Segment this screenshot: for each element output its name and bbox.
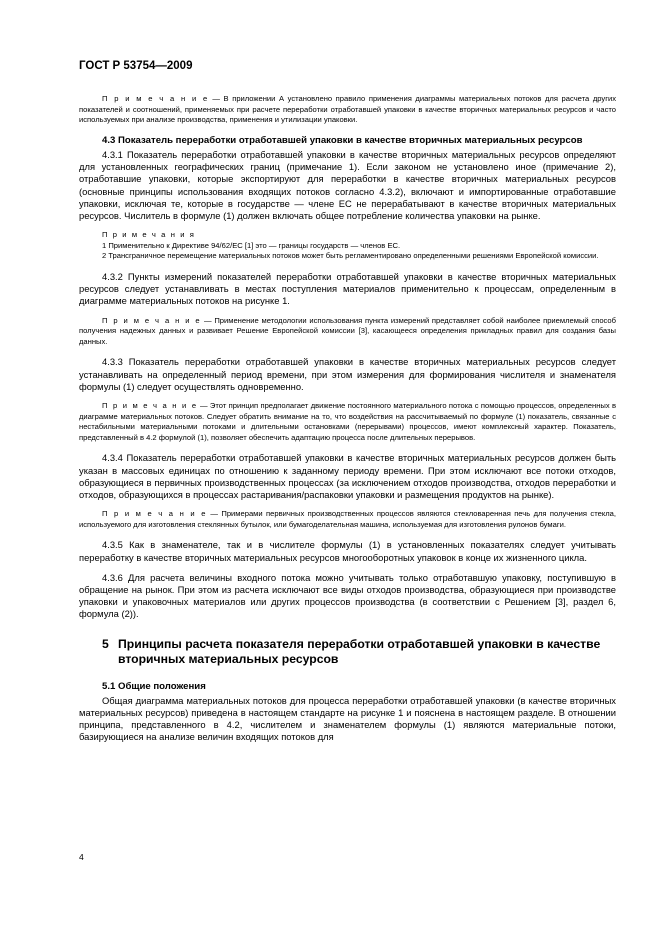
section-number: 5 bbox=[102, 636, 109, 651]
paragraph-5-1: Общая диаграмма материальных потоков для процесса переработки отработавшей упаковки (в качестве вторичных материальных ресурсов) приведена в настоящем стандарте на рисунке 1 и пояснена в настоящем разделе. В отношении принципа, представленного в 4.2, числителем и знаменателем формулы (1) являются материальные потоки, базирующиеся на анализе величин входящих потоков для bbox=[79, 694, 616, 743]
note-appendix-a bbox=[79, 94, 616, 126]
paragraph-4-3-1: 4.3.1 Показатель переработки отработавшей упаковки в качестве вторичных материальных ресурсов определяют для установленных географических границ (примечание 1). Если законом не установлено иное (примечание 2), отработавшие упаковки, которые экспортируют для переработки в качестве вторичных материальных ресурсов (основные принципы использования входящих потоков согласно 4.3.2), включают и импортированные отработавшие упаковки, исключая те, которые в государстве — члене ЕС не перерабатывают в качестве вторичных материальных ресурсов. Числитель в формуле (1) должен включать общее потребление количества упаковки на рынке. bbox=[79, 148, 616, 221]
page-number: 4 bbox=[79, 852, 84, 862]
paragraph-4-3-3: 4.3.3 Показатель переработки отработавшей упаковки в качестве вторичных материальных ресурсов следует устанавливать на определенный период времени, при этом измерения для формирования числителя и знаменателя формулы (1) следует осуществлять одновременно. bbox=[79, 356, 616, 392]
section-4-3-heading: 4.3 Показатель переработки отработавшей упаковки в качестве вторичных материальных ресурсов bbox=[102, 134, 583, 146]
note-1: 1 Применительно к Директиве 94/62/ЕС [1] это — границы государств — членов ЕС. bbox=[102, 240, 401, 250]
section-5-heading bbox=[102, 637, 616, 667]
note-label: П р и м е ч а н и е bbox=[102, 509, 208, 519]
section-title: Принципы расчета показателя переработки отработавшей упаковки в качестве вторичных материальных ресурсов bbox=[118, 636, 601, 666]
note-text: — Примерами первичных производственных процессов являются стекловаренная печь для получения стекла, используемого для изготовления стеклянных бутылок, или бумагоделательная машина, используемая для изготовления рулонов бумаги. bbox=[79, 509, 617, 529]
note-label: П р и м е ч а н и е bbox=[102, 315, 202, 325]
note-text: — В приложении А установлено правило применения диаграммы материальных потоков для расчета других показателей и соотношений, применяемых при расчете переработки отработавшей упаковки в качестве вторичных материальных ресурсов и часто используемых при анализе производства, применения и утилизации упаковки. bbox=[79, 94, 617, 125]
note-label: П р и м е ч а н и е bbox=[102, 400, 198, 410]
document-header: ГОСТ Р 53754—2009 bbox=[79, 60, 193, 72]
document-page bbox=[79, 60, 616, 752]
note-text: — Применение методологии использования пункта измерений представляет собой наиболее приемлемый способ получения надежных данных и развивает Решение Европейской комиссии [3], касающееся определения прикладных правил для создания базы данных. bbox=[79, 315, 616, 346]
notes-title: П р и м е ч а н и я bbox=[102, 230, 196, 240]
paragraph-4-3-2: 4.3.2 Пункты измерений показателей переработки отработавшей упаковки в качестве вторичных материальных ресурсов следует устанавливать в местах поступления материалов применительно к процессам, определенным в диаграмме материальных потоков на рисунке 1. bbox=[79, 270, 616, 307]
section-5-1-heading: 5.1 Общие положения bbox=[102, 680, 206, 692]
note-4-3-2 bbox=[79, 316, 616, 348]
note-4-3-4 bbox=[79, 509, 616, 530]
note-2: 2 Трансграничное перемещение материальных потоков может быть регламентировано определенными решениями Европейской комиссии. bbox=[102, 251, 599, 261]
note-text: — Этот принцип предполагает движение постоянного материального потока с помощью процессов, определенных в диаграмме материальных потоков. Следует обратить внимание на то, что воздействия на рассчитываемый по формуле (1) показатель, связанные с нестабильными материальными потоками и длительными остановками (перерывами) процессов, имеют комплексный характер. Показатель, представленный в 4.2 формулой (1), позволяет обеспечить адаптацию процесса после длительных перерывов. bbox=[79, 400, 617, 442]
paragraph-4-3-5: 4.3.5 Как в знаменателе, так и в числителе формулы (1) в установленных показателях следует учитывать переработку в качестве вторичных материальных ресурсов многооборотных упаковок в конце их жизненного цикла. bbox=[79, 539, 616, 563]
paragraph-4-3-4: 4.3.4 Показатель переработки отработавшей упаковки в качестве вторичных материальных ресурсов должен быть указан в массовых единицах по отношению к заданному периоду времени. При этом исключают все потоки отходов, образующиеся в первичных производственных процессах (за исключением отходов производства, отходов переработки и отходов, образующихся в процессах растаривания/распаковки упаковки и размещения продуктов на рынке). bbox=[79, 452, 616, 500]
notes-block bbox=[79, 230, 616, 262]
note-label: П р и м е ч а н и е bbox=[102, 94, 209, 103]
paragraph-4-3-6: 4.3.6 Для расчета величины входного потока можно учитывать только отработавшую упаковку, поступившую в обращение на рынок. При этом из расчета исключают все виды отходов производства, образующиеся при производстве упаковки и упаковочных материалов или других процессов производства (в соответствии с Решением [3], раздел 6, формула (2)). bbox=[79, 571, 616, 620]
note-4-3-3 bbox=[79, 401, 616, 443]
